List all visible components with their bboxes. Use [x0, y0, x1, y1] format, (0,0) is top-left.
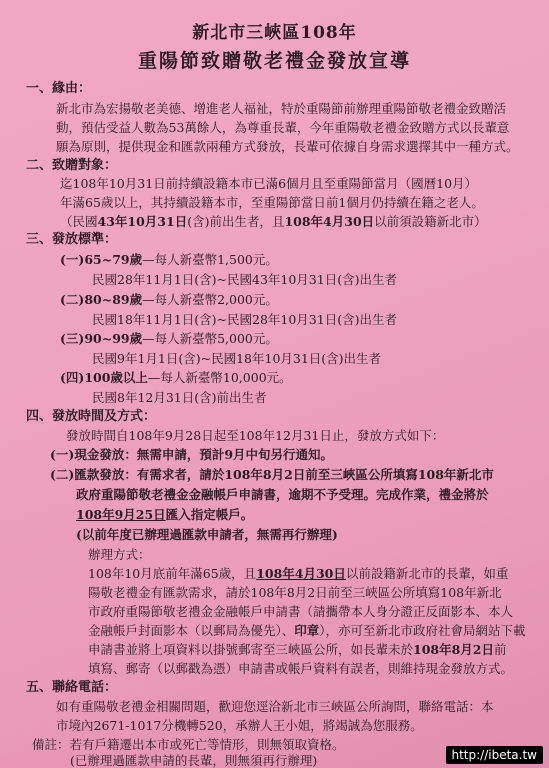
method-line: 108年10月底前年滿65歲，且108年4月30日以前設籍新北市的長輩，如重 — [88, 566, 509, 581]
transfer-note: (以前年度已辦理過匯款申請者，無需再行辦理) — [76, 527, 338, 542]
method-line: 填寫、郵寄（以郵戳為憑）申請書或帳戶資料有誤者，則維持現金發放方式。 — [88, 661, 514, 676]
section-1-line: 願為原則，提供現金和匯款兩種方式發放，長輩可依據自身需求選擇其中一種方式。 — [56, 139, 519, 154]
remark-line: (已辦理過匯款申請的長輩，則無須再行辦理) — [70, 753, 318, 768]
section-2-heading: 二、致贈對象： — [26, 158, 118, 173]
section-4-intro: 發放時間自108年9月28日起至108年12月31日止，發放方式如下： — [66, 428, 445, 443]
transfer-method: (二)匯款發放：有需求者，請於108年8月2日前至三峽區公所填寫108年新北市 — [50, 467, 494, 482]
contact-line: 市境內2671-1017分機轉520，承辦人王小姐，將竭誠為您服務。 — [56, 718, 423, 733]
tier-item: (四)100歲以上—每人新臺幣10,000元。 — [60, 370, 292, 385]
tier-range: 民國18年11月1日(含)~民國28年10月31日(含)出生者 — [92, 312, 397, 327]
tier-item: (一)65~79歲—每人新臺幣1,500元。 — [60, 252, 278, 267]
page-title: 新北市三峽區108年 — [192, 23, 357, 43]
watermark: http://ibeta.tw — [446, 746, 544, 764]
section-5-heading: 五、聯絡電話： — [26, 680, 118, 695]
tier-range: 民國28年11月1日(含)~民國43年10月31日(含)出生者 — [92, 272, 397, 287]
tier-item: (二)80~89歲—每人新臺幣2,000元。 — [60, 292, 278, 307]
method-label: 辦理方式： — [88, 547, 151, 562]
transfer-line: 政府重陽節敬老禮金金融帳戶申請書，逾期不予受理。完成作業，禮金將於 — [76, 487, 489, 502]
section-1-line: 新北市為宏揚敬老美德、增進老人福祉，特於重陽節前辦理重陽節敬老禮金致贈活 — [56, 101, 507, 116]
section-2-line: （民國43年10月31日(含)前出生者，且108年4月30日以前須設籍新北市） — [60, 214, 487, 229]
section-2-line: 年滿65歲以上，其持續設籍本市，至重陽節當日前1個月仍持續在籍之老人。 — [60, 195, 484, 210]
section-2-line: 迄108年10月31日前持續設籍本市已滿6個月且至重陽節當月（國曆10月） — [60, 176, 478, 191]
section-4-heading: 四、發放時間及方式： — [26, 409, 157, 424]
tier-item: (三)90~99歲—每人新臺幣5,000元。 — [60, 331, 278, 346]
method-line: 市政府重陽節敬老禮金金融帳戶申請書（請攜帶本人身分證正反面影本、本人 — [88, 604, 514, 619]
section-3-heading: 三、發放標準： — [26, 232, 118, 247]
contact-line: 如有重陽敬老禮金相關問題，歡迎您逕洽新北市三峽區公所詢問，聯絡電話：本 — [56, 699, 494, 714]
page-subtitle: 重陽節致贈敬老禮金發放宣導 — [137, 50, 411, 72]
method-line: 申請書並將上項資料以掛號郵寄至三峽區公所，如長輩未於108年8月2日前 — [88, 642, 507, 657]
cash-method: (一)現金發放：無需申請，預計9月中旬另行通知。 — [50, 447, 334, 462]
tier-range: 民國8年12月31日(含)前出生者 — [92, 390, 267, 405]
tier-range: 民國9年1月1日(含)~民國18年10月31日(含)出生者 — [92, 351, 382, 366]
method-line: 陽敬老禮金有匯款需求，請於108年8月2日前至三峽區公所填寫108年新北 — [88, 585, 502, 600]
remark-line: 備註：若有戶籍遷出本市或死亡等情形，則無領取資格。 — [32, 737, 345, 752]
section-1-line: 動，預估受益人數為53萬餘人，為尊重長輩，今年重陽敬老禮金致贈方式以長輩意 — [56, 120, 510, 135]
transfer-line: 108年9月25日匯入指定帳戶。 — [76, 507, 254, 522]
section-1-heading: 一、緣由： — [26, 81, 92, 96]
method-line: 金融帳戶封面影本（以郵局為優先）、印章），亦可至新北市政府社會局網站下載 — [88, 623, 526, 638]
